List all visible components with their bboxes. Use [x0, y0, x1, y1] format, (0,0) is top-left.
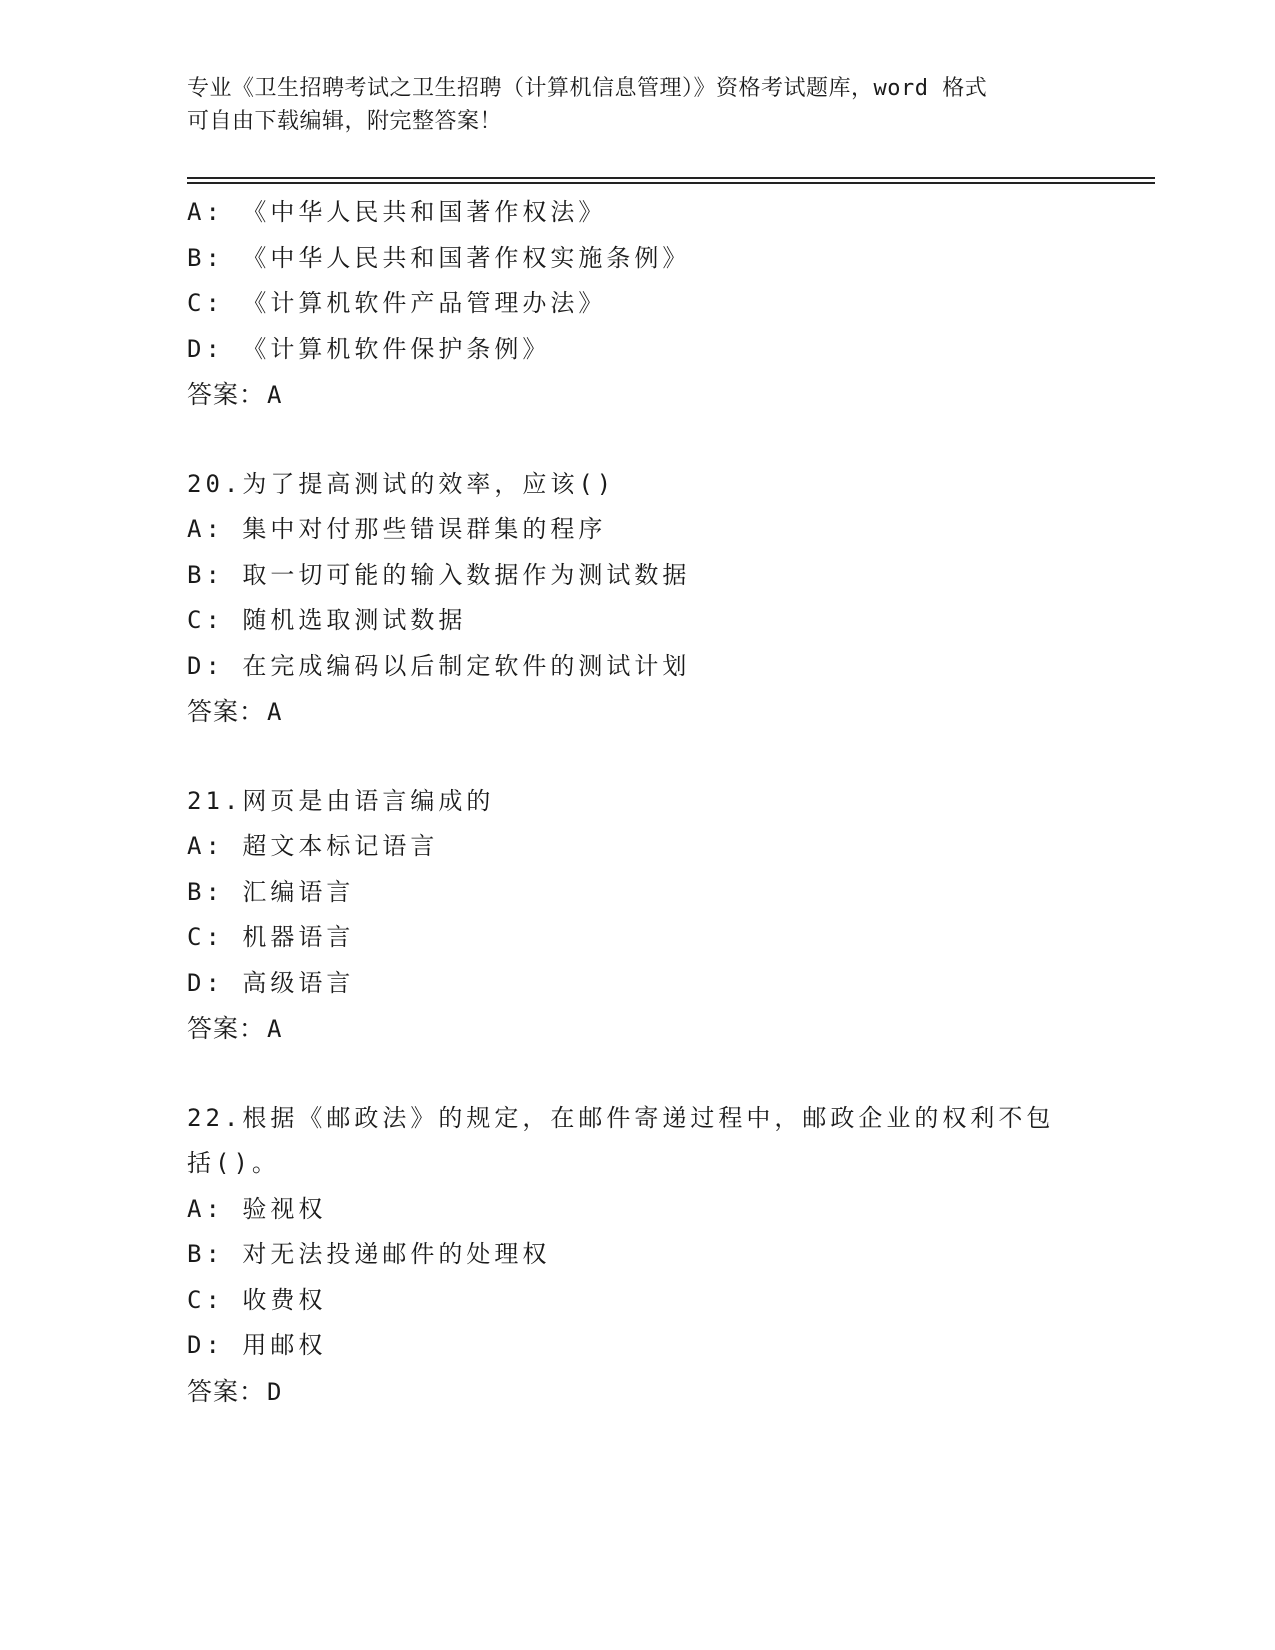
option-c: C: 《计算机软件产品管理办法》 [187, 289, 607, 317]
option-d: D: 高级语言 [187, 968, 355, 997]
answer-value: A [267, 1015, 283, 1043]
option-a: A: 《中华人民共和国著作权法》 [187, 198, 607, 226]
option-c: C: 收费权 [187, 1285, 327, 1314]
question-list [187, 190, 1087, 1414]
option-c: C: 机器语言 [187, 923, 355, 951]
document-header [187, 72, 1067, 138]
answer-value: A [267, 381, 283, 409]
option-b: B: 汇编语言 [187, 877, 355, 906]
answer-line [187, 1369, 1087, 1415]
option-a: A: 集中对付那些错误群集的程序 [187, 515, 607, 543]
question-stem-line-2: 括()。 [187, 1149, 280, 1177]
answer-label: 答案： [187, 380, 266, 409]
option-c: C: 随机选取测试数据 [187, 606, 467, 634]
option-a: A: 验视权 [187, 1194, 327, 1223]
question-block-19 [187, 190, 1087, 418]
answer-label: 答案： [187, 697, 266, 726]
answer-line [187, 372, 1087, 418]
answer-line [187, 689, 1087, 735]
question-stem: 21.网页是由语言编成的 [187, 786, 495, 815]
question-stem-line-1: 22.根据《邮政法》的规定，在邮件寄递过程中，邮政企业的权利不包 [187, 1103, 1055, 1132]
header-line-2: 可自由下载编辑，附完整答案！ [187, 109, 503, 134]
header-divider-top [187, 177, 1155, 179]
answer-line [187, 1006, 1087, 1052]
header-divider-bottom [187, 182, 1155, 184]
answer-value: D [267, 1377, 283, 1406]
question-stem: 20.为了提高测试的效率，应该() [187, 469, 616, 498]
header-line-1: 专业《卫生招聘考试之卫生招聘（计算机信息管理）》资格考试题库，word 格式 [187, 76, 988, 101]
question-block-21 [187, 779, 1087, 1052]
answer-label: 答案： [187, 1014, 266, 1043]
option-d: D: 在完成编码以后制定软件的测试计划 [187, 651, 691, 680]
question-block-20 [187, 462, 1087, 735]
question-block-22 [187, 1096, 1087, 1415]
option-b: B: 《中华人民共和国著作权实施条例》 [187, 243, 691, 272]
option-b: B: 取一切可能的输入数据作为测试数据 [187, 560, 691, 589]
option-d: D: 《计算机软件保护条例》 [187, 334, 551, 363]
answer-label: 答案： [187, 1376, 266, 1406]
option-d: D: 用邮权 [187, 1331, 327, 1359]
option-b: B: 对无法投递邮件的处理权 [187, 1240, 551, 1268]
option-a: A: 超文本标记语言 [187, 832, 439, 860]
answer-value: A [267, 698, 283, 726]
